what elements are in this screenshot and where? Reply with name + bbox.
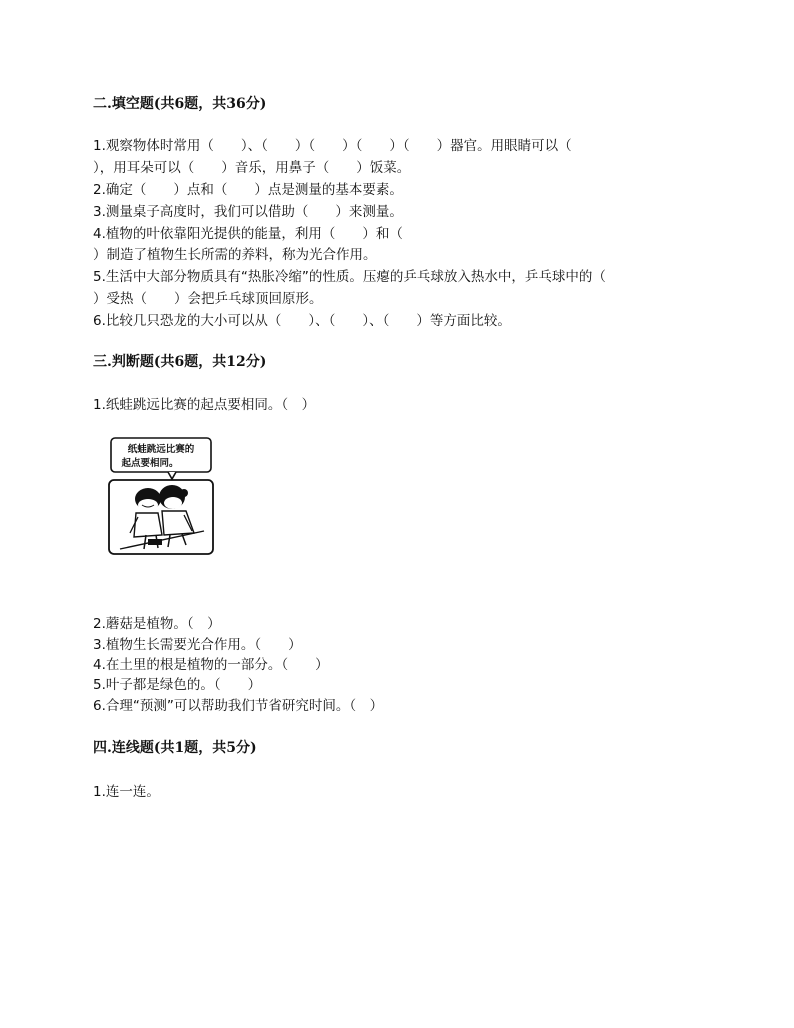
judge-question-1: 1.纸蛙跳远比赛的起点要相同。（ ） <box>93 397 316 413</box>
judge-question-6: 6.合理“预测”可以帮助我们节省研究时间。（ ） <box>93 698 384 714</box>
comic-drawing <box>106 435 216 557</box>
fill-question-5-line-1: 5.生活中大部分物质具有“热胀冷缩”的性质。压瘪的乒乓球放入热水中，乒乓球中的（ <box>93 269 606 285</box>
section-3-title: 三.判断题(共6题，共12分) <box>93 354 267 370</box>
fill-question-6: 6.比较几只恐龙的大小可以从（ ）、（ ）、（ ）等方面比较。 <box>93 313 511 329</box>
section-2-title: 二.填空题(共6题，共36分) <box>93 96 267 112</box>
frog-jump-illustration <box>106 435 216 557</box>
fill-question-2: 2.确定（ ）点和（ ）点是测量的基本要素。 <box>93 182 403 198</box>
fill-question-4-line-2: ）制造了植物生长所需的养料，称为光合作用。 <box>93 247 377 263</box>
fill-question-3: 3.测量桌子高度时，我们可以借助（ ）来测量。 <box>93 204 403 220</box>
matching-question-1: 1.连一连。 <box>93 784 160 800</box>
fill-question-1-line-1: 1.观察物体时常用（ ）、（ ）（ ）（ ）（ ）器官。用眼睛可以（ <box>93 138 572 154</box>
fill-question-5-line-2: ）受热（ ）会把乒乓球顶回原形。 <box>93 291 323 307</box>
caption-line-1: 纸蛙跳远比赛的 <box>127 444 195 455</box>
fill-question-4-line-1: 4.植物的叶依靠阳光提供的能量，利用（ ）和（ <box>93 226 403 242</box>
fill-question-1-line-2: ），用耳朵可以（ ）音乐，用鼻子（ ）饭菜。 <box>93 160 411 176</box>
judge-question-5: 5.叶子都是绿色的。（ ） <box>93 677 262 693</box>
caption-line-2: 起点要相同。 <box>121 458 179 469</box>
judge-question-3: 3.植物生长需要光合作用。（ ） <box>93 637 302 653</box>
section-4-title: 四.连线题(共1题，共5分) <box>93 740 257 756</box>
judge-question-4: 4.在土里的根是植物的一部分。（ ） <box>93 657 329 673</box>
judge-question-2: 2.蘑菇是植物。（ ） <box>93 616 221 632</box>
